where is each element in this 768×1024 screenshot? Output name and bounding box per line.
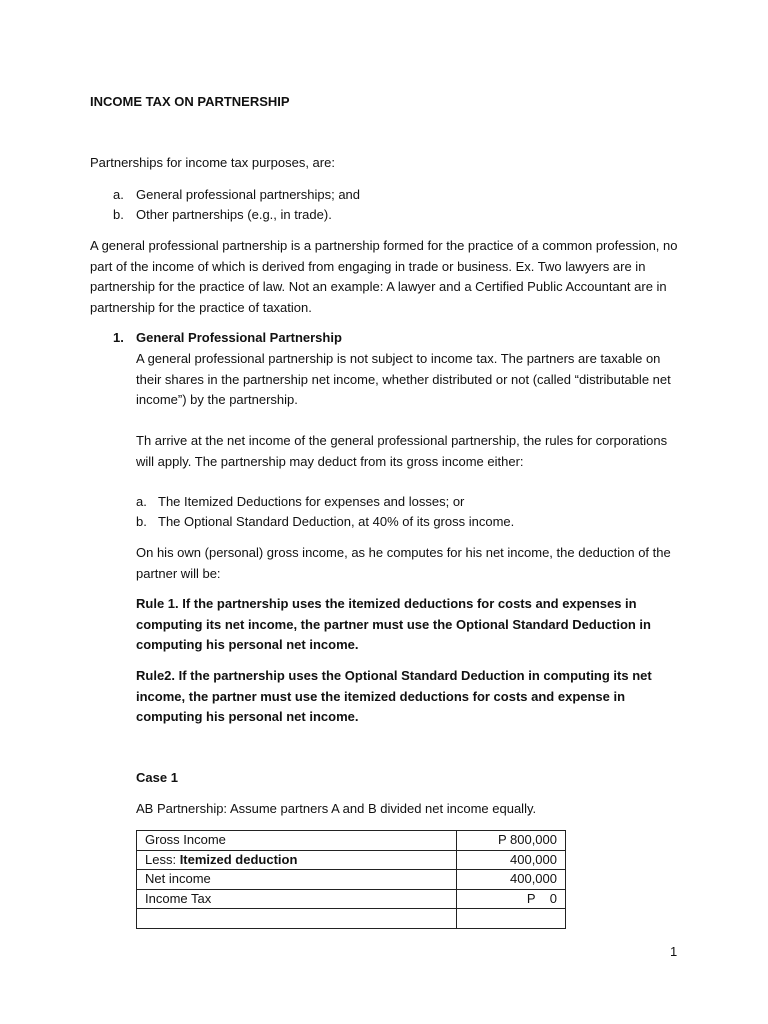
table-cell-label: Income Tax: [137, 889, 457, 909]
table-cell-label: Net income: [137, 870, 457, 890]
list-marker: a.: [136, 494, 147, 509]
table-cell-value: P 0: [457, 889, 566, 909]
section-number: 1.: [113, 330, 124, 345]
list-marker: a.: [113, 187, 124, 202]
table-cell-value: 400,000: [457, 850, 566, 870]
section-paragraph: On his own (personal) gross income, as he computes for his net income, the deduction of the partner will be:: [136, 545, 671, 581]
rule-1: Rule 1. If the partnership uses the itemized deductions for costs and expenses in computing its net income, the partner must use the Optional Standard Deduction in computing his personal net income.: [136, 596, 651, 652]
itemized-deduction-label: Itemized deduction: [179, 851, 298, 867]
table-cell-label: Gross Income: [137, 831, 457, 851]
list-item: The Itemized Deductions for expenses and losses; or: [158, 494, 465, 509]
section-heading: General Professional Partnership: [136, 330, 342, 345]
document-title: INCOME TAX ON PARTNERSHIP: [90, 94, 290, 109]
intro-text: Partnerships for income tax purposes, are:: [90, 155, 335, 170]
rule-2: Rule2. If the partnership uses the Optional Standard Deduction in computing its net income, the partner must use the itemized deductions for costs and expense in computing his personal net income.: [136, 668, 652, 724]
section-paragraph: A general professional partnership is not subject to income tax. The partners are taxable on their shares in the partnership net income, whether distributed or not (called “distributable net income”) by the partnership.: [136, 351, 671, 407]
list-item: The Optional Standard Deduction, at 40% of its gross income.: [158, 514, 515, 529]
list-item: Other partnerships (e.g., in trade).: [136, 207, 332, 222]
table-row: [137, 850, 566, 870]
table-row: [137, 831, 566, 851]
less-prefix: Less:: [145, 851, 180, 867]
income-table: [136, 830, 566, 929]
case-description: AB Partnership: Assume partners A and B divided net income equally.: [136, 801, 537, 816]
case-heading: Case 1: [136, 770, 178, 785]
table-cell-label: [137, 850, 457, 870]
definition-paragraph: A general professional partnership is a partnership formed for the practice of a common profession, no part of the income of which is derived from engaging in trade or business. Ex. Two lawyers are in partnership for the practice of law. Not an example: A lawyer and a Certified Public Accountant are in partnership for the practice of taxation.: [90, 238, 678, 315]
table-cell-empty: [457, 909, 566, 929]
list-item: General professional partnerships; and: [136, 187, 361, 202]
page-number: 1: [670, 944, 678, 959]
section-paragraph: Th arrive at the net income of the general professional partnership, the rules for corporations will apply. The partnership may deduct from its gross income either:: [136, 433, 668, 469]
table-cell-empty: [137, 909, 457, 929]
list-marker: b.: [136, 514, 147, 529]
table-row: [137, 889, 566, 909]
table-cell-value: 400,000: [457, 870, 566, 890]
list-marker: b.: [113, 207, 124, 222]
table-row: [137, 870, 566, 890]
table-row: [137, 909, 566, 929]
table-cell-value: P 800,000: [457, 831, 566, 851]
